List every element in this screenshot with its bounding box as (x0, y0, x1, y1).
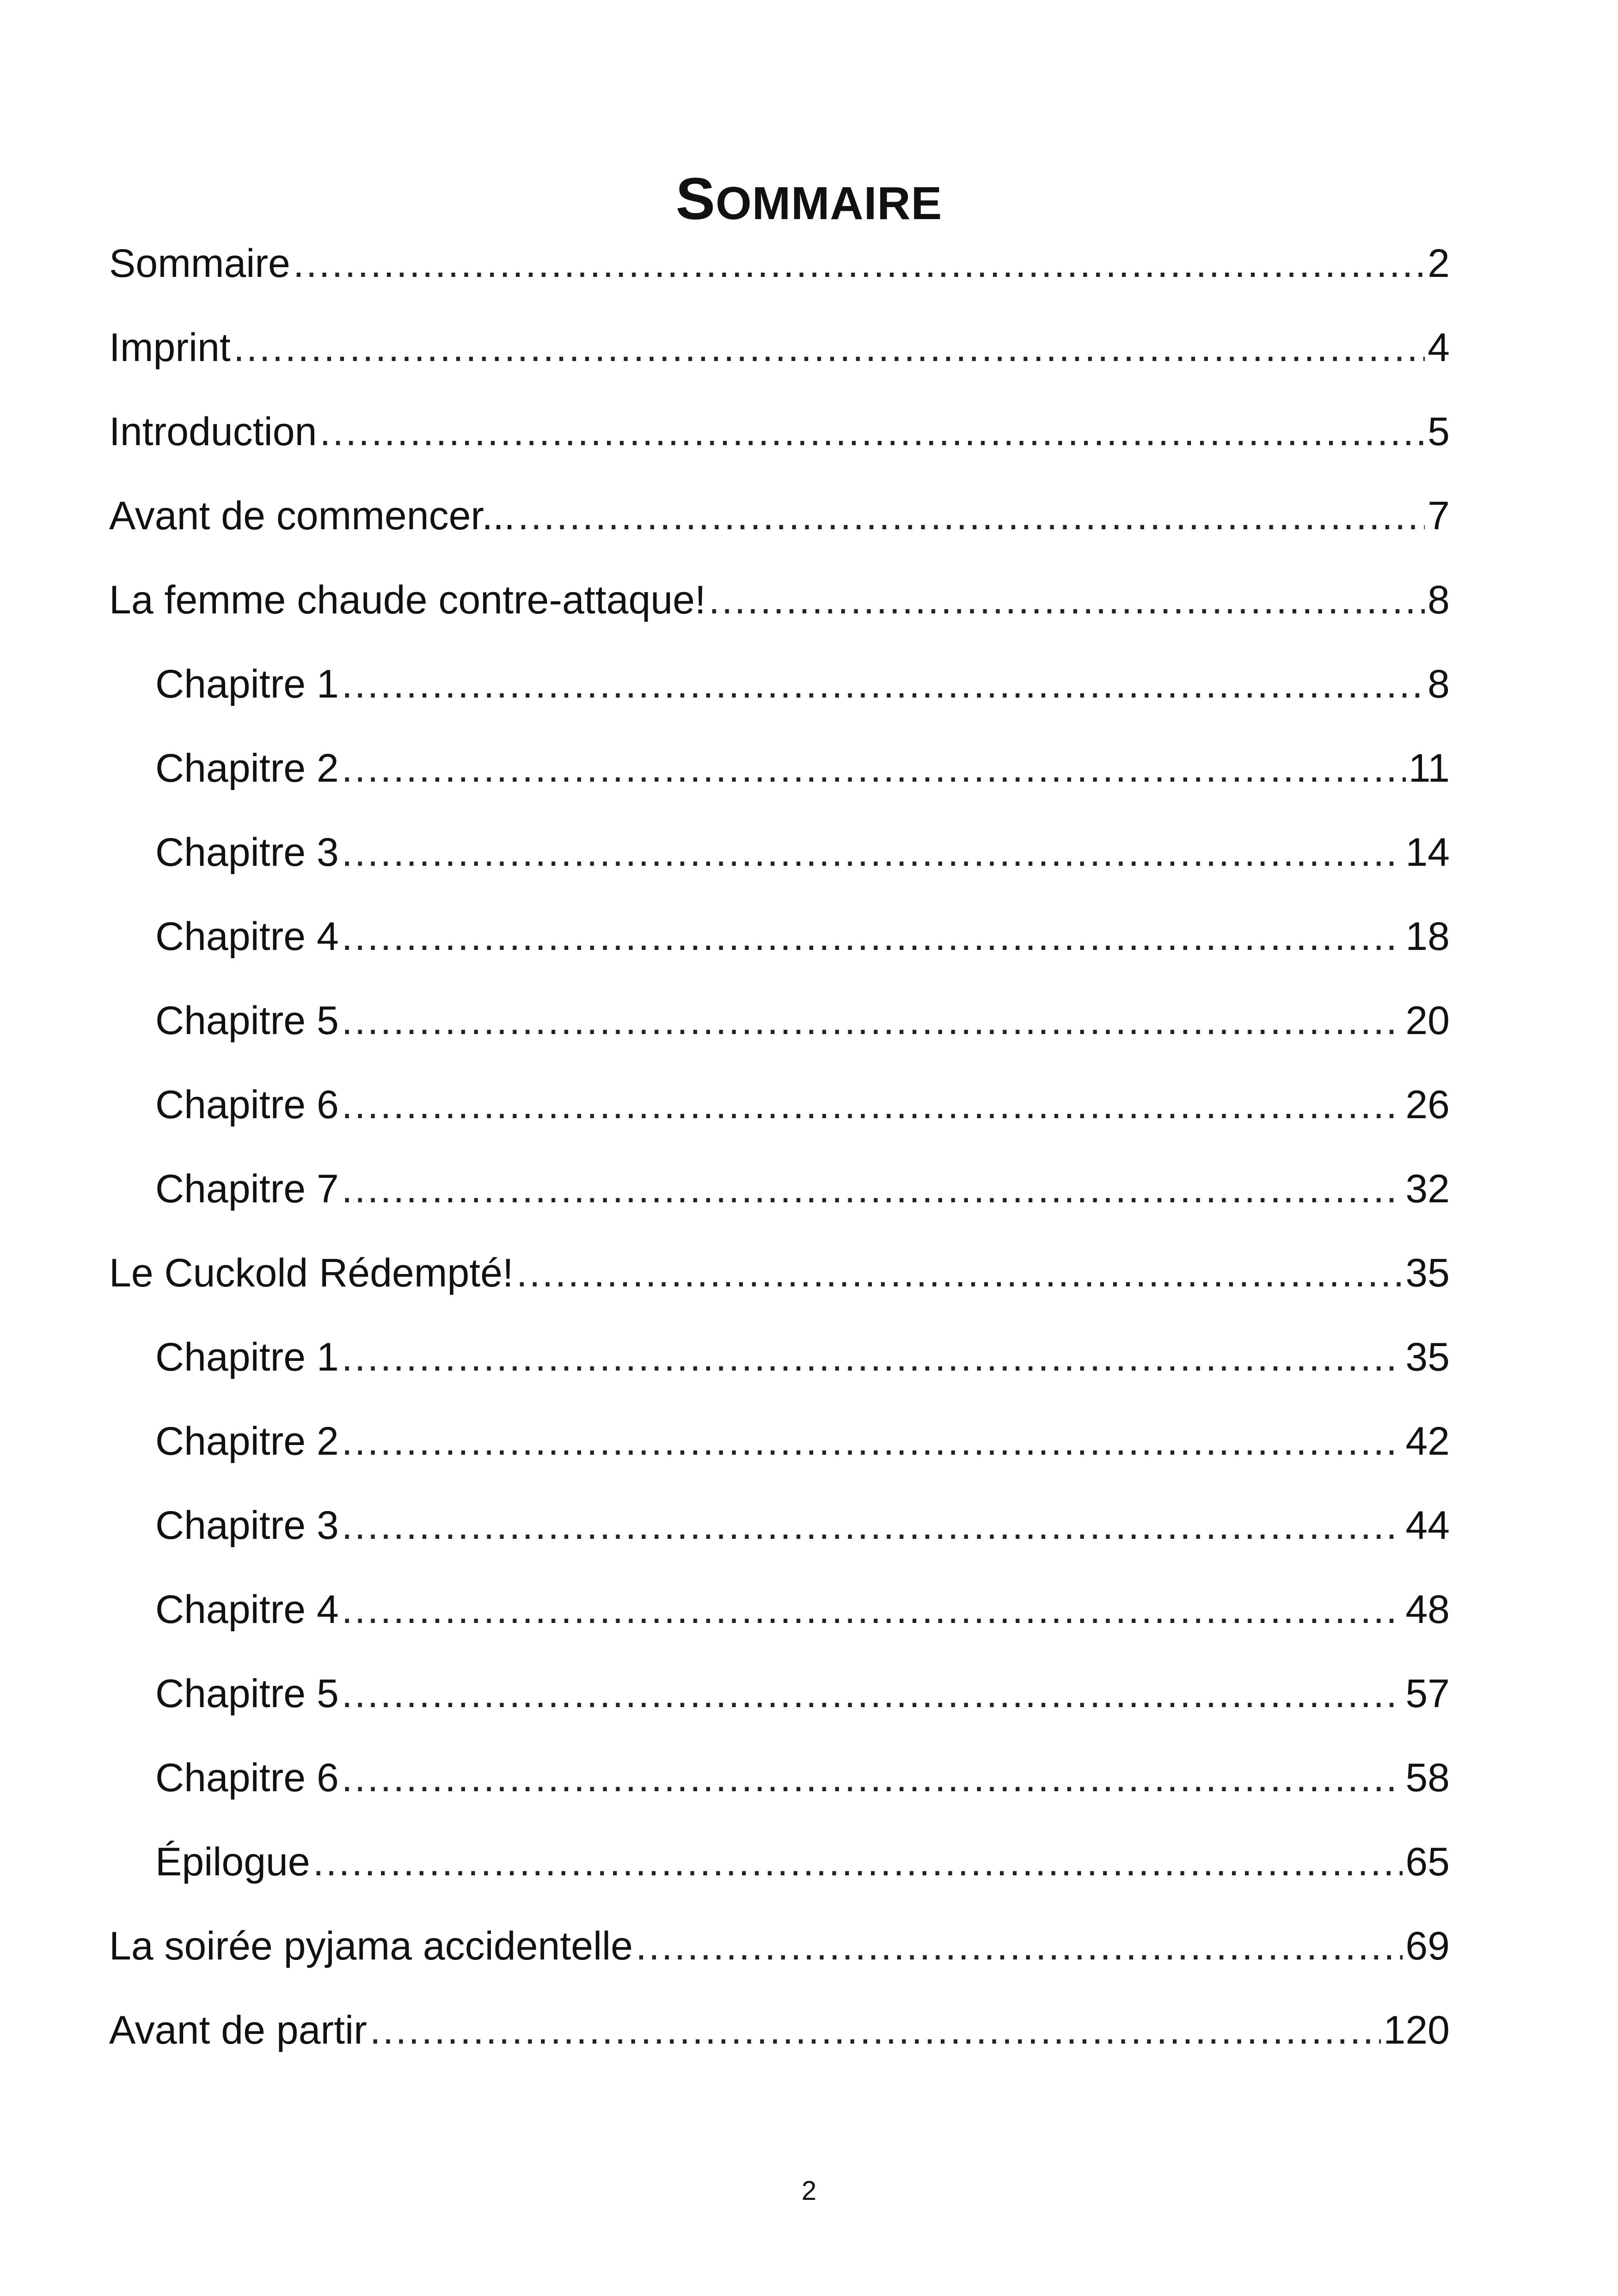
toc-entry-title: Chapitre 5 (155, 998, 339, 1043)
toc-entry-title: Avant de commencer... (109, 494, 515, 538)
dot-leader (370, 1993, 1381, 2067)
toc-entry-page: 35 (1405, 1335, 1450, 1379)
toc-entry[interactable] (109, 1741, 1450, 1825)
toc-entry-page: 8 (1428, 662, 1450, 706)
toc-entry[interactable] (109, 1573, 1450, 1657)
toc-entry[interactable] (109, 647, 1450, 731)
toc-entry[interactable] (109, 311, 1450, 395)
toc-entry-title: Chapitre 7 (155, 1167, 339, 1211)
toc-entry-title: Sommaire (109, 241, 290, 286)
dot-leader (342, 647, 1425, 721)
dot-leader (342, 731, 1406, 805)
toc-entry-title: Chapitre 3 (155, 830, 339, 875)
toc-entry-title: Chapitre 2 (155, 1419, 339, 1463)
toc-entry-page: 26 (1405, 1083, 1450, 1127)
toc-entry[interactable] (109, 1488, 1450, 1573)
dot-leader (342, 1320, 1403, 1394)
toc-entry-title: Chapitre 1 (155, 1335, 339, 1379)
toc-entry[interactable] (109, 479, 1450, 563)
dot-leader (342, 1152, 1403, 1226)
dot-leader (342, 1573, 1403, 1647)
toc-entry-title: La femme chaude contre-attaque! (109, 578, 706, 622)
toc-entry[interactable] (109, 731, 1450, 815)
toc-entry-title: La soirée pyjama accidentelle (109, 1924, 633, 1968)
toc-entry-page: 32 (1405, 1167, 1450, 1211)
dot-leader (516, 1236, 1403, 1310)
toc-entry-title: Chapitre 1 (155, 662, 339, 706)
toc-entry[interactable] (109, 1068, 1450, 1152)
toc-entry-page: 7 (1428, 494, 1450, 538)
toc-entry-title: Chapitre 6 (155, 1083, 339, 1127)
toc-entry-page: 2 (1428, 241, 1450, 286)
dot-leader (342, 900, 1403, 974)
toc-entry-title: Épilogue (155, 1840, 310, 1884)
toc-entry-title: Introduction (109, 410, 317, 454)
toc-entry-page: 57 (1405, 1671, 1450, 1716)
dot-leader (636, 1909, 1403, 1983)
dot-leader (342, 1488, 1403, 1562)
toc-entry-page: 5 (1428, 410, 1450, 454)
toc-entry-page: 65 (1405, 1840, 1450, 1884)
dot-leader (518, 479, 1425, 553)
toc-entry-page: 69 (1405, 1924, 1450, 1968)
dot-leader (233, 311, 1425, 385)
toc-entry-page: 11 (1408, 746, 1450, 790)
toc-entry[interactable] (109, 1236, 1450, 1320)
page-title-initial: S (675, 165, 716, 232)
toc-entry-page: 42 (1405, 1419, 1450, 1463)
dot-leader (293, 227, 1425, 300)
toc-entry[interactable] (109, 563, 1450, 647)
toc-entry[interactable] (109, 1320, 1450, 1404)
toc-entry[interactable] (109, 1993, 1450, 2077)
toc-entry[interactable] (109, 1909, 1450, 1993)
toc-entry-title: Avant de partir (109, 2008, 367, 2052)
dot-leader (342, 1404, 1403, 1478)
toc-entry-page: 58 (1405, 1756, 1450, 1800)
toc-entry-title: Chapitre 6 (155, 1756, 339, 1800)
dot-leader (319, 395, 1425, 469)
toc-entry-page: 35 (1405, 1251, 1450, 1295)
page-title-rest: OMMAIRE (716, 177, 943, 229)
toc-entry[interactable] (109, 1825, 1450, 1909)
toc-entry-title: Chapitre 3 (155, 1503, 339, 1548)
toc-entry[interactable] (109, 815, 1450, 900)
toc-entry[interactable] (109, 1657, 1450, 1741)
toc-entry[interactable] (109, 1152, 1450, 1236)
toc-entry[interactable] (109, 395, 1450, 479)
dot-leader (342, 1741, 1403, 1815)
toc-entry-page: 120 (1383, 2008, 1450, 2052)
toc-entry-title: Imprint (109, 325, 231, 370)
dot-leader (342, 815, 1403, 889)
toc-entry-title: Chapitre 2 (155, 746, 339, 790)
toc-entry-page: 8 (1428, 578, 1450, 622)
toc-entry-page: 14 (1405, 830, 1450, 875)
toc-entry[interactable] (109, 900, 1450, 984)
page-number: 2 (801, 2176, 817, 2206)
dot-leader (342, 1657, 1403, 1731)
dot-leader (342, 984, 1403, 1058)
dot-leader (342, 1068, 1403, 1142)
toc-entry-title: Chapitre 4 (155, 1587, 339, 1632)
toc-entry[interactable] (109, 984, 1450, 1068)
toc-entry[interactable] (109, 1404, 1450, 1488)
toc-entry[interactable] (109, 227, 1450, 311)
toc-entry-page: 4 (1428, 325, 1450, 370)
table-of-contents (109, 227, 1450, 2077)
toc-entry-title: Le Cuckold Rédempté! (109, 1251, 514, 1295)
toc-entry-page: 20 (1405, 998, 1450, 1043)
dot-leader (709, 563, 1425, 637)
toc-entry-page: 48 (1405, 1587, 1450, 1632)
toc-entry-title: Chapitre 5 (155, 1671, 339, 1716)
toc-entry-page: 18 (1405, 914, 1450, 959)
toc-entry-page: 44 (1405, 1503, 1450, 1548)
toc-entry-title: Chapitre 4 (155, 914, 339, 959)
dot-leader (313, 1825, 1403, 1899)
